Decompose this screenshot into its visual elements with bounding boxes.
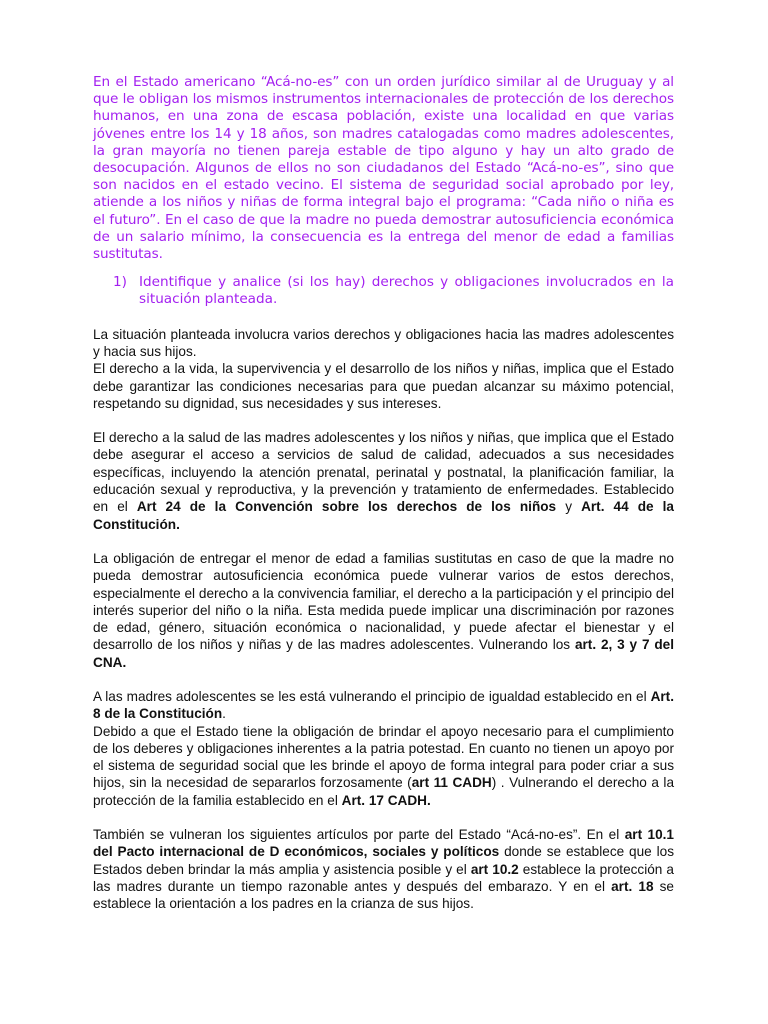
paragraph-gap [93,671,674,688]
question-item [93,274,674,308]
p7-text-4: se establece la orientación a los padres en la crianza de sus hijos. [93,878,674,912]
p5-end: . [222,706,226,722]
answer-paragraph-2: El derecho a la vida, la supervivencia y el desarrollo de los niños y niñas, implica que el Estado debe garantizar las condiciones necesarias para que puedan alcanzar su máximo potencial, respetando su dignidad, sus necesidades y sus intereses. [93,361,674,411]
answer-paragraph-4 [93,550,674,671]
p6-citation-2: Art. 17 CADH. [341,792,431,808]
p4-citation: art. 2, 3 y 7 del CNA. [93,637,674,670]
case-statement: En el Estado americano “Acá-no-es” con un orden jurídico similar al de Uruguay y al que le obligan los mismos instrumentos internacionales de protección de los derechos humanos, en una zona de escasa población, existe una localidad en que varias jóvenes entre los 14 y 18 años, son madres catalogadas como madres adolescentes, la gran mayoría no tienen pareja estable de tipo alguno y hay un alto grado de desocupación. Algunos de ellos no son ciudadanos del Estado “Acá-no-es”, sino que son nacidos en el estado vecino. El sistema de seguridad social aprobado por ley, atiende a los niños y niñas de forma integral bajo el programa: “Cada niño o niña es el futuro”. En el caso de que la madre no pueda demostrar autosuficiencia económica de un salario mínimo, la consecuencia es la entrega del menor de edad a familias sustitutas. [93,74,674,263]
answer-paragraph-6 [93,723,674,809]
p5-citation: Art. 8 de la Constitución [93,688,674,722]
p6-text: Debido a que el Estado tiene la obligación de brindar el apoyo necesario para el cumplimiento de los deberes y obligaciones inherentes a la patria potestad. En cuanto no tienen un apoyo por el sistema de seguridad social que les brinde el apoyo de forma integral para poder criar a sus hijos, sin la necesidad de separarlos forzosamente ( [93,723,674,791]
paragraph-gap [93,533,674,550]
p6-citation-1: art 11 CADH [411,775,492,791]
paragraph-gap [93,412,674,429]
p3-citation-2: Art. 44 de la Constitución. [93,499,674,532]
question-number: 1) [113,274,127,291]
p4-text: La obligación de entregar el menor de edad a familias sustitutas en caso de que la madre no pueda demostrar autosuficiencia económica puede vulnerar varios de estos derechos, especialmente el derecho a la convivencia familiar, el derecho a la participación y el principio del interés superior del niño o la niña. Esta medida puede implicar una discriminación por razones de edad, género, situación económica o nacionalidad, y puede afectar el bienestar y el desarrollo de los niños y niñas y de las madres adolescentes. Vulnerando los [93,550,674,653]
p5-text: A las madres adolescentes se les está vulnerando el principio de igualdad establecido en el [93,688,651,704]
answer-paragraph-1: La situación planteada involucra varios derechos y obligaciones hacia las madres adolescentes y hacia sus hijos. [93,326,674,359]
p7-citation-3: art. 18 [611,878,654,894]
p7-text-3: establece la protección a las madres durante un tiempo razonable antes y después del embarazo. Y en el [93,861,674,894]
p3-text: El derecho a la salud de las madres adolescentes y los niños y niñas, que implica que el Estado debe asegurar el acceso a servicios de salud de calidad, adecuados a sus necesidades específicas, incluyendo la atención prenatal, perinatal y postnatal, la planificación familiar, la educación sexual y reproductiva, y la prevención y tratamiento de enfermedades. Establecido en el [93,430,674,515]
question-text: Identifique y analice (si los hay) derechos y obligaciones involucrados en la situación planteada. [139,274,674,308]
answer-paragraph-3 [93,429,674,533]
answer-paragraph-7 [93,826,674,912]
p7-citation-1: art 10.1 del Pacto internacional de D económicos, sociales y políticos [93,827,674,860]
p3-citation-1: Art 24 de la Convención sobre los derechos de los niños [136,499,557,515]
p3-connector: y [556,499,582,515]
p7-text-1: También se vulneran los siguientes artículos por parte del Estado “Acá-no-es”. En el [93,827,625,843]
p7-text-2: donde se establece que los Estados deben brindar la más amplia y asistencia posible y el [93,844,674,877]
p6-connector: ) . Vulnerando el derecho a la protección de la familia establecido en el [93,775,674,808]
p7-citation-2: art 10.2 [470,861,519,877]
answer-paragraph-5 [93,688,674,723]
paragraph-gap [93,809,674,826]
